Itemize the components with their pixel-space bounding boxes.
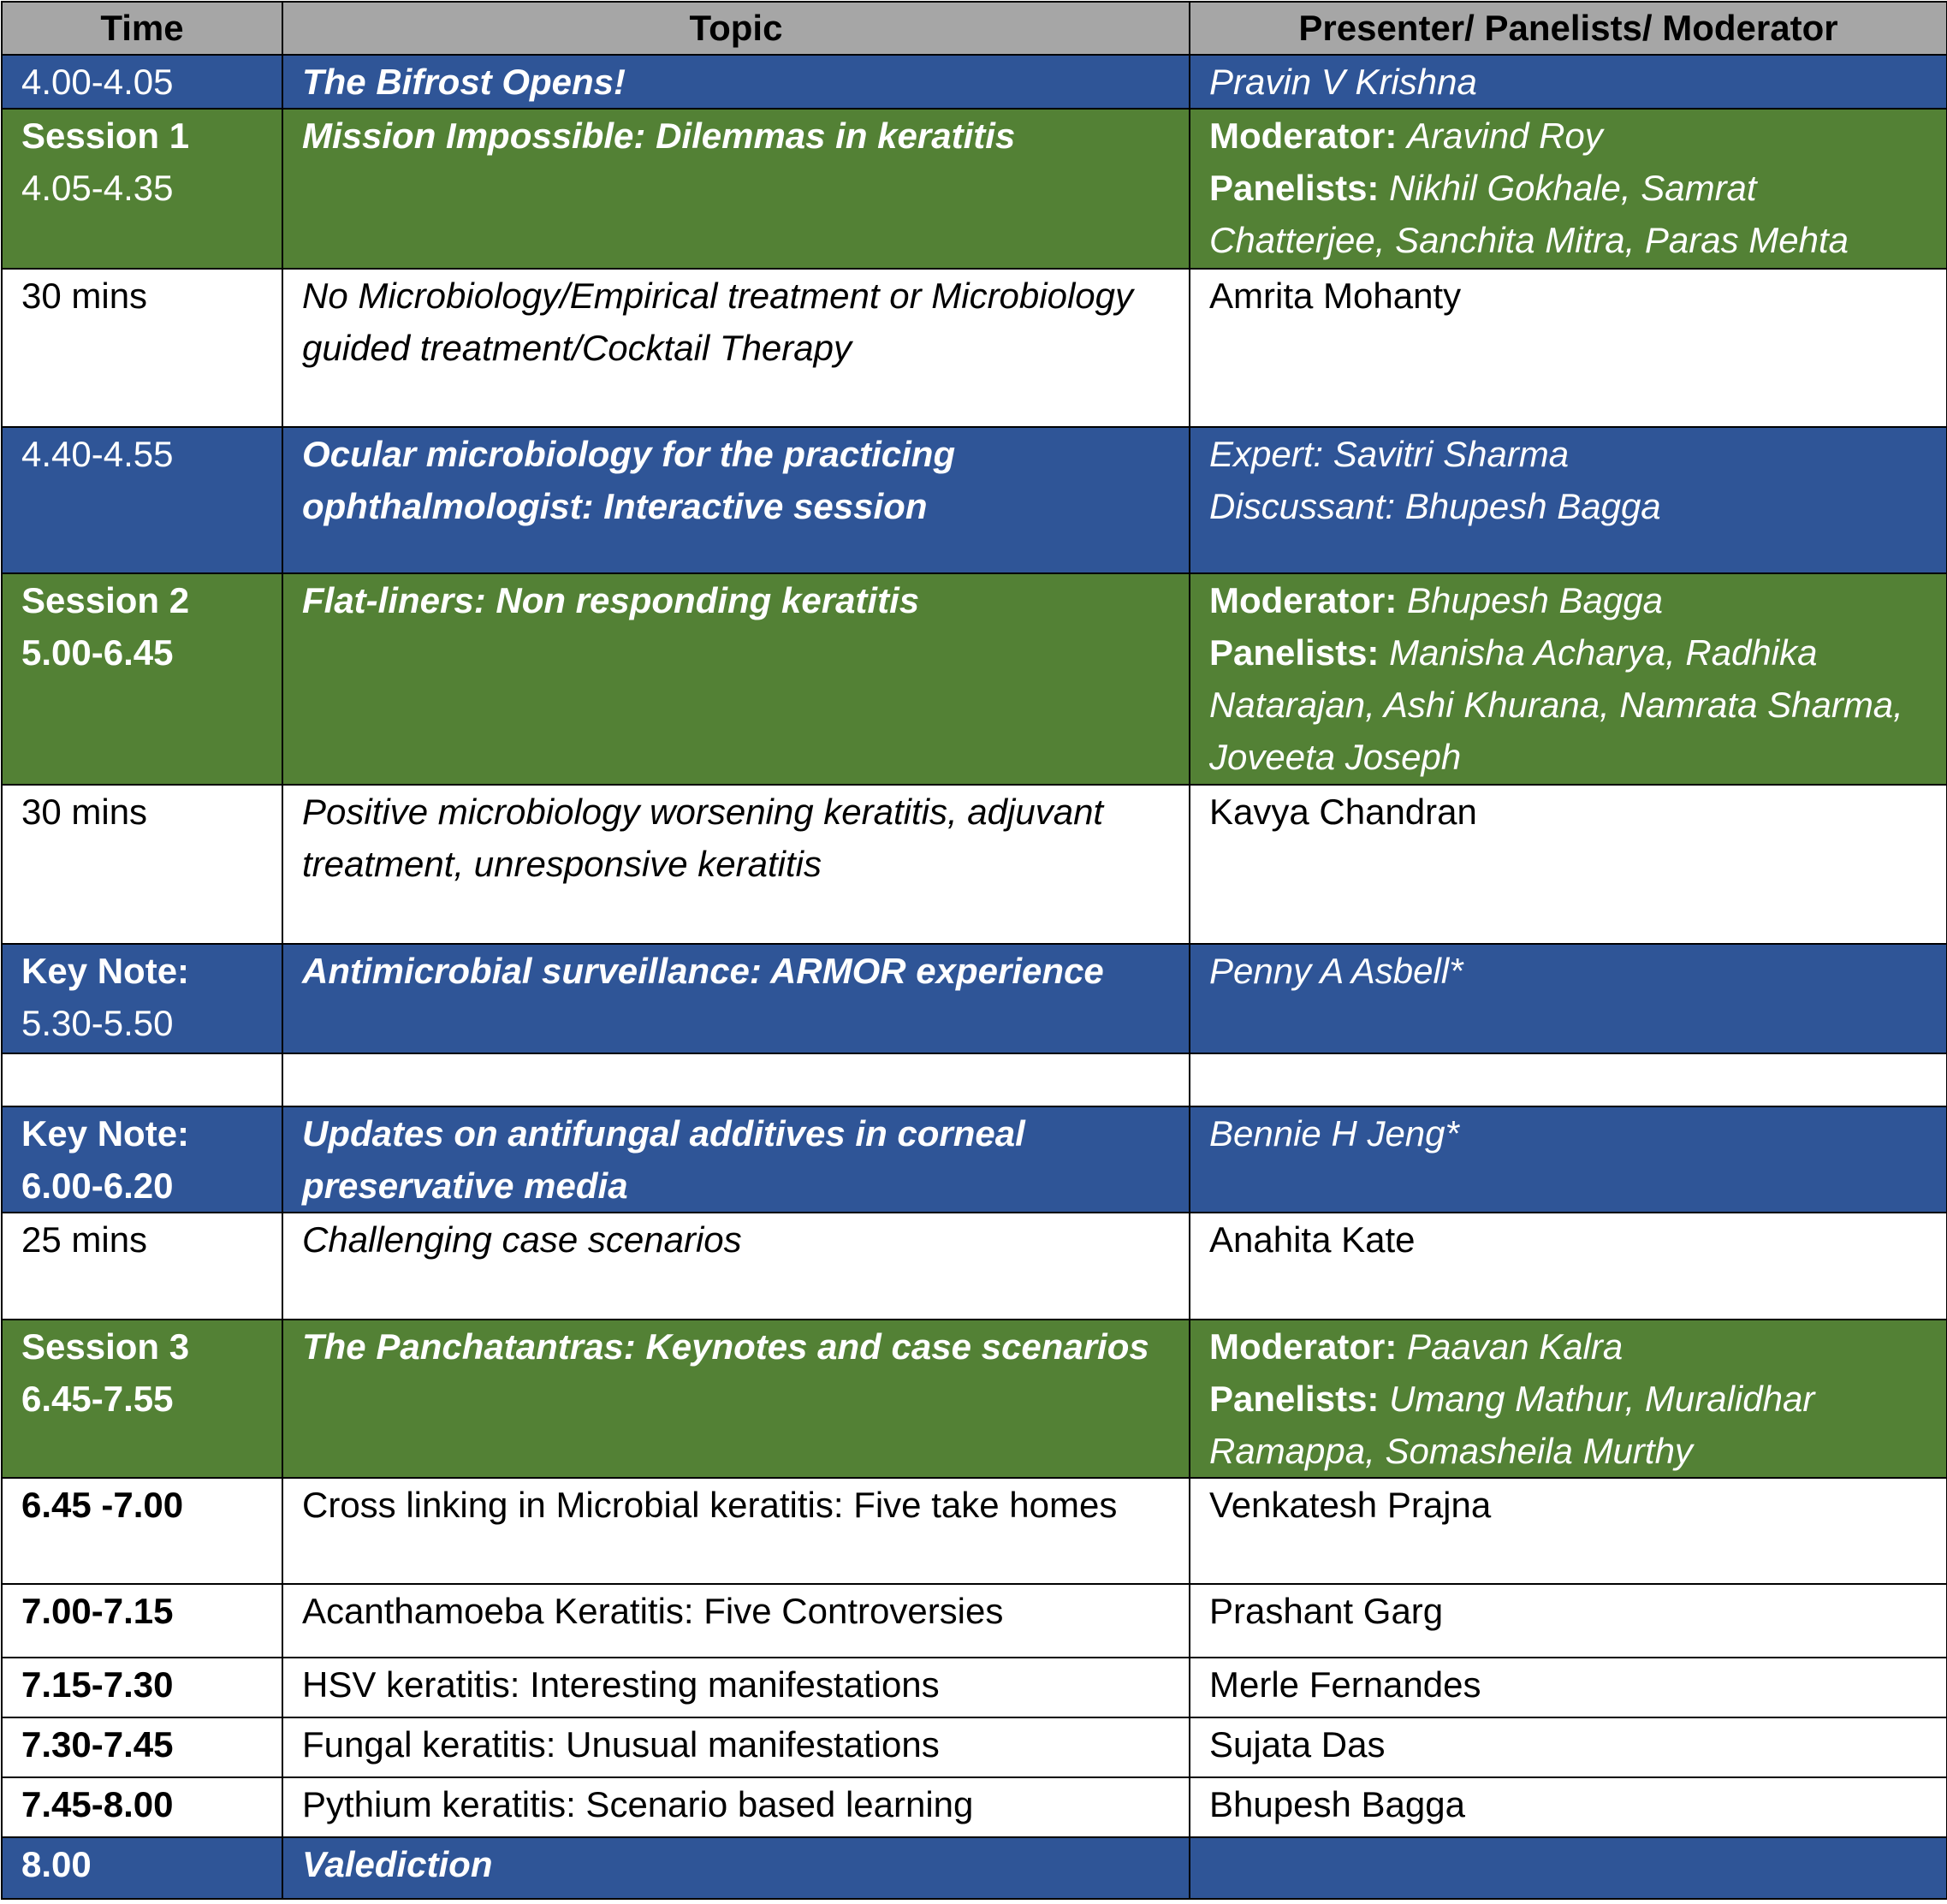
table-row (2, 1717, 1947, 1777)
topic-cell: The Panchatantras: Keynotes and case scenarios (282, 1320, 1190, 1478)
session-time: 4.05-4.35 (21, 168, 174, 208)
keynote-label: Key Note: (21, 951, 190, 991)
topic-cell: Mission Impossible: Dilemmas in keratitis (282, 109, 1190, 269)
topic-cell: Flat-liners: Non responding keratitis (282, 573, 1190, 785)
topic-cell: Ocular microbiology for the practicing ophthalmologist: Interactive session (282, 427, 1190, 573)
topic-cell: No Microbiology/Empirical treatment or Microbiology guided treatment/Cocktail Therapy (282, 269, 1190, 427)
topic-cell: The Bifrost Opens! (282, 55, 1190, 109)
table-row (2, 1777, 1947, 1837)
session-time: 5.00-6.45 (21, 632, 174, 673)
presenter-cell: Kavya Chandran (1190, 785, 1947, 944)
presenter-cell (1190, 427, 1947, 573)
session-label: Session 3 (21, 1326, 190, 1367)
table-row (2, 427, 1947, 573)
discussant-line: Discussant: Bhupesh Bagga (1209, 486, 1661, 526)
moderator-name: Paavan Kalra (1407, 1326, 1623, 1367)
time-cell: 6.45 -7.00 (2, 1478, 282, 1584)
table-row (2, 573, 1947, 785)
table-row (2, 1320, 1947, 1478)
session-time: 6.45-7.55 (21, 1379, 174, 1419)
topic-cell: Antimicrobial surveillance: ARMOR experience (282, 944, 1190, 1053)
presenter-cell (1190, 573, 1947, 785)
panelists-label: Panelists: (1209, 1379, 1380, 1419)
presenter-cell: Merle Fernandes (1190, 1658, 1947, 1717)
topic-cell: Challenging case scenarios (282, 1213, 1190, 1320)
presenter-cell: Bennie H Jeng* (1190, 1106, 1947, 1213)
presenter-cell: Amrita Mohanty (1190, 269, 1947, 427)
expert-line: Expert: Savitri Sharma (1209, 434, 1570, 474)
panelists-label: Panelists: (1209, 632, 1380, 673)
session-label: Session 2 (21, 580, 190, 620)
time-cell (2, 573, 282, 785)
moderator-name: Aravind Roy (1407, 116, 1603, 156)
presenter-cell: Venkatesh Prajna (1190, 1478, 1947, 1584)
time-cell: 7.45-8.00 (2, 1777, 282, 1837)
panelists-names: Nikhil Gokhale, Samrat Chatterjee, Sanchita Mitra, Paras Mehta (1209, 168, 1849, 260)
table-row (2, 1213, 1947, 1320)
presenter-cell (1190, 1320, 1947, 1478)
table-row (2, 55, 1947, 109)
time-cell: 7.15-7.30 (2, 1658, 282, 1717)
time-cell: 4.00-4.05 (2, 55, 282, 109)
time-cell (2, 109, 282, 269)
time-cell: 30 mins (2, 785, 282, 944)
presenter-cell (1190, 1837, 1947, 1899)
table-row (2, 109, 1947, 269)
keynote-time: 6.00-6.20 (21, 1166, 174, 1206)
presenter-cell: Pravin V Krishna (1190, 55, 1947, 109)
table-row-empty (2, 1053, 1947, 1106)
topic-cell: HSV keratitis: Interesting manifestations (282, 1658, 1190, 1717)
presenter-cell (1190, 109, 1947, 269)
table-header-row (2, 2, 1947, 55)
topic-cell: Fungal keratitis: Unusual manifestations (282, 1717, 1190, 1777)
presenter-cell: Sujata Das (1190, 1717, 1947, 1777)
topic-cell: Updates on antifungal additives in corneal preservative media (282, 1106, 1190, 1213)
time-cell: 4.40-4.55 (2, 427, 282, 573)
table-row (2, 1584, 1947, 1658)
moderator-label: Moderator: (1209, 1326, 1398, 1367)
time-cell (2, 944, 282, 1053)
presenter-cell (1190, 1053, 1947, 1106)
table-row (2, 269, 1947, 427)
table-row (2, 944, 1947, 1053)
moderator-label: Moderator: (1209, 116, 1398, 156)
table-row (2, 1106, 1947, 1213)
time-cell: 30 mins (2, 269, 282, 427)
presenter-cell: Anahita Kate (1190, 1213, 1947, 1320)
header-time: Time (2, 2, 282, 55)
topic-cell: Pythium keratitis: Scenario based learning (282, 1777, 1190, 1837)
time-cell: 7.00-7.15 (2, 1584, 282, 1658)
time-cell: 25 mins (2, 1213, 282, 1320)
keynote-time: 5.30-5.50 (21, 1003, 174, 1043)
topic-cell: Valediction (282, 1837, 1190, 1899)
program-schedule-table (1, 1, 1947, 1900)
topic-cell: Positive microbiology worsening keratitis, adjuvant treatment, unresponsive keratitis (282, 785, 1190, 944)
header-topic: Topic (282, 2, 1190, 55)
topic-cell: Cross linking in Microbial keratitis: Five take homes (282, 1478, 1190, 1584)
moderator-label: Moderator: (1209, 580, 1398, 620)
moderator-name: Bhupesh Bagga (1407, 580, 1663, 620)
table-row (2, 1478, 1947, 1584)
table-row (2, 785, 1947, 944)
presenter-cell: Bhupesh Bagga (1190, 1777, 1947, 1837)
topic-cell (282, 1053, 1190, 1106)
panelists-names: Manisha Acharya, Radhika Natarajan, Ashi Khurana, Namrata Sharma, Joveeta Joseph (1209, 632, 1903, 777)
time-cell (2, 1320, 282, 1478)
session-label: Session 1 (21, 116, 190, 156)
header-presenter: Presenter/ Panelists/ Moderator (1190, 2, 1947, 55)
panelists-label: Panelists: (1209, 168, 1380, 208)
time-cell (2, 1106, 282, 1213)
time-cell: 8.00 (2, 1837, 282, 1899)
presenter-cell: Penny A Asbell* (1190, 944, 1947, 1053)
keynote-label: Key Note: (21, 1113, 190, 1154)
time-cell: 7.30-7.45 (2, 1717, 282, 1777)
table-row (2, 1837, 1947, 1899)
topic-cell: Acanthamoeba Keratitis: Five Controversies (282, 1584, 1190, 1658)
table-row (2, 1658, 1947, 1717)
presenter-cell: Prashant Garg (1190, 1584, 1947, 1658)
time-cell (2, 1053, 282, 1106)
panelists-names: Umang Mathur, Muralidhar Ramappa, Somasheila Murthy (1209, 1379, 1815, 1471)
